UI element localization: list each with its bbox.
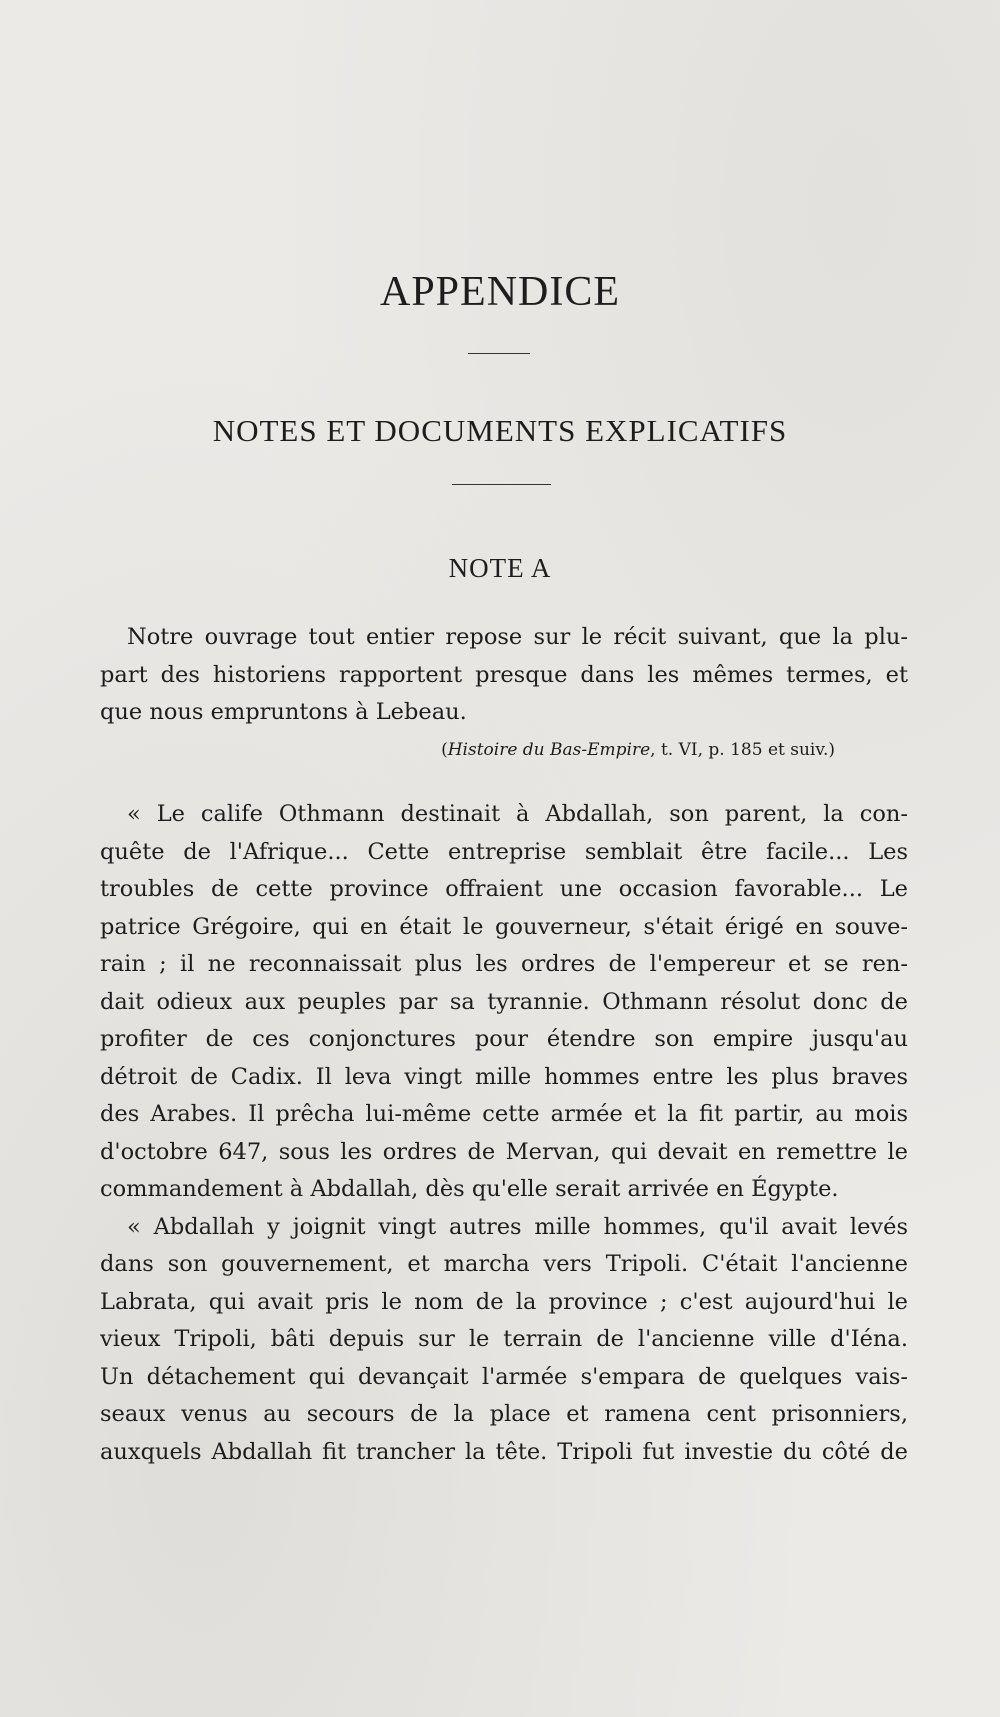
intro-paragraph <box>100 619 908 732</box>
source-citation <box>441 740 835 760</box>
quote-line: « Abdallah y joignit vingt autres mille hommes, qu'il avait levés <box>127 1213 908 1240</box>
quote-line: Labrata, qui avait pris le nom de la province ; c'est aujourd'hui le <box>100 1288 908 1315</box>
intro-line: que nous empruntons à Lebeau. <box>100 699 467 725</box>
quote-line: quête de l'Afrique... Cette entreprise semblait être facile... Les <box>100 838 908 865</box>
citation-work-title: Histoire du Bas-Empire <box>447 740 651 760</box>
citation-open: ( <box>441 740 448 760</box>
quote-line: rain ; il ne reconnaissait plus les ordres de l'empereur et se ren- <box>100 951 908 977</box>
title-divider <box>468 353 530 354</box>
page-title: APPENDICE <box>379 269 621 315</box>
subtitle-divider <box>452 484 551 485</box>
quote-line: seaux venus au secours de la place et ramena cent prisonniers, <box>100 1401 908 1427</box>
quote-line: Un détachement qui devançait l'armée s'empara de quelques vais- <box>100 1363 908 1390</box>
quote-line: auxquels Abdallah fit trancher la tête. Tripoli fut investie du côté de <box>100 1438 908 1465</box>
note-heading: NOTE A <box>448 553 552 583</box>
quoted-passage <box>100 796 908 1471</box>
quote-line: des Arabes. Il prêcha lui-même cette armée et la fit partir, au mois <box>100 1101 908 1127</box>
quote-line: détroit de Cadix. Il leva vingt mille hommes entre les plus braves <box>100 1063 908 1090</box>
quote-line: patrice Grégoire, qui en était le gouverneur, s'était érigé en souve- <box>100 913 908 940</box>
section-subtitle: NOTES ET DOCUMENTS EXPLICATIFS <box>212 413 788 448</box>
quote-line: « Le calife Othmann destinait à Abdallah, son parent, la con- <box>127 801 908 827</box>
quote-line: dait odieux aux peuples par sa tyrannie. Othmann résolut donc de <box>100 988 908 1015</box>
quote-line: commandement à Abdallah, dès qu'elle serait arrivée en Égypte. <box>100 1176 839 1202</box>
quote-line: troubles de cette province offraient une occasion favorable... Le <box>100 876 908 902</box>
quote-line: d'octobre 647, sous les ordres de Mervan, qui devait en remettre le <box>100 1138 908 1165</box>
citation-details: , t. VI, p. 185 et suiv.) <box>650 740 835 760</box>
intro-line: Notre ouvrage tout entier repose sur le récit suivant, que la plu- <box>127 624 908 650</box>
quote-line: dans son gouvernement, et marcha vers Tripoli. C'était l'ancienne <box>100 1251 908 1277</box>
quote-line: vieux Tripoli, bâti depuis sur le terrain de l'ancienne ville d'Iéna. <box>100 1326 908 1352</box>
intro-line: part des historiens rapportent presque dans les mêmes termes, et <box>100 661 908 688</box>
quote-line: profiter de ces conjonctures pour étendre son empire jusqu'au <box>100 1026 908 1052</box>
